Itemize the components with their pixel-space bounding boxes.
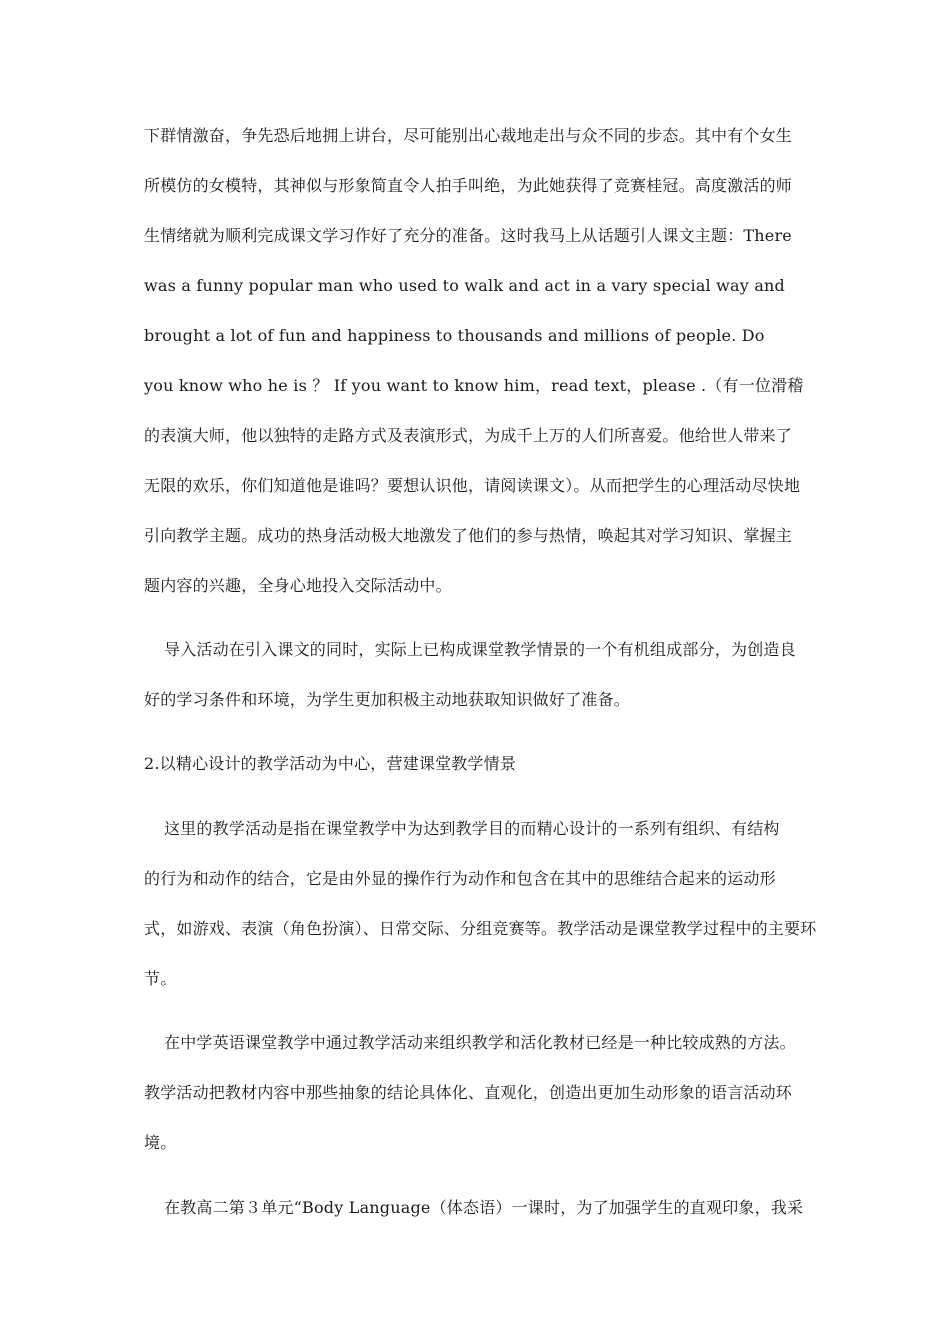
text-line: 好的学习条件和环境，为学生更加积极主动地获取知识做好了准备。 xyxy=(144,690,631,709)
text-line: 题内容的兴趣，全身心地投入交际活动中。 xyxy=(144,576,452,595)
paragraph-first-line: 在中学英语课堂教学中通过教学活动来组织教学和活化教材已经是一种比较成熟的方法。 xyxy=(164,1033,796,1052)
text-line: you know who he is ？ If you want to know him，read text，please .（有一位滑稽 xyxy=(144,376,804,395)
text-line: 境。 xyxy=(144,1133,177,1152)
section-heading: 2.以精心设计的教学活动为中心，营建课堂教学情景 xyxy=(144,754,517,773)
paragraph-first-line: 在教高二第３单元“Body Language（体态语）一课时，为了加强学生的直观印象，我采 xyxy=(164,1198,804,1217)
text-line: brought a lot of fun and happiness to thousands and millions of people. Do xyxy=(144,326,765,345)
text-line: 教学活动把教材内容中那些抽象的结论具体化、直观化，创造出更加生动形象的语言活动环 xyxy=(144,1083,793,1102)
paragraph-first-line: 导入活动在引入课文的同时，实际上已构成课堂教学情景的一个有机组成部分，为创造良 xyxy=(164,640,796,659)
paragraph-first-line: 这里的教学活动是指在课堂教学中为达到教学目的而精心设计的一系列有组织、有结构 xyxy=(164,819,780,838)
text-line: was a funny popular man who used to walk and act in a vary special way and xyxy=(144,276,786,295)
text-line: 所模仿的女模特，其神似与形象简直令人拍手叫绝，为此她获得了竞赛桂冠。高度激活的师 xyxy=(144,176,793,195)
text-line: 式，如游戏、表演（角色扮演）、日常交际、分组竞赛等。教学活动是课堂教学过程中的主要环 xyxy=(144,919,817,938)
text-line: 引向教学主题。成功的热身活动极大地激发了他们的参与热情，唤起其对学习知识、掌握主 xyxy=(144,526,793,545)
text-line: 生情绪就为顺利完成课文学习作好了充分的准备。这时我马上从话题引人课文主题：There xyxy=(144,226,792,245)
text-line: 下群情激奋，争先恐后地拥上讲台，尽可能别出心裁地走出与众不同的步态。其中有个女生 xyxy=(144,126,793,145)
text-line: 无限的欢乐，你们知道他是谁吗？要想认识他，请阅读课文）。从而把学生的心理活动尽快地 xyxy=(144,476,801,495)
text-line: 的行为和动作的结合，它是由外显的操作行为动作和包含在其中的思维结合起来的运动形 xyxy=(144,869,776,888)
text-line: 节。 xyxy=(144,969,177,988)
text-line: 的表演大师，他以独特的走路方式及表演形式，为成千上万的人们所喜爱。他给世人带来了 xyxy=(144,426,793,445)
